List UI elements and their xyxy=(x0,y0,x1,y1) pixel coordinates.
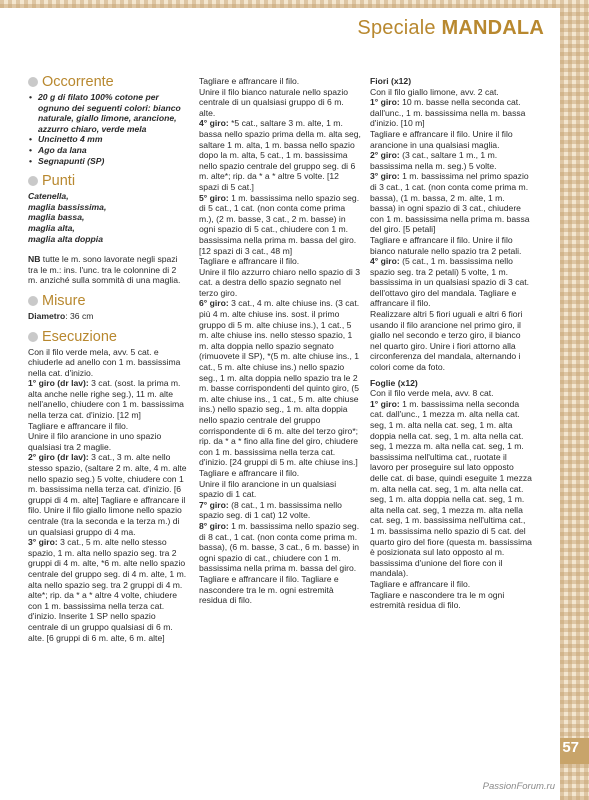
instruction-paragraph xyxy=(370,97,532,129)
round-label: 8° giro: xyxy=(199,520,229,531)
instruction-text: *5 cat., saltare 3 m. alte, 1 m. bassa nello spazio prima della m. alta seg, saltare 1 m. alta, 1 m. bassa nello spazio dopo la m. alta, 5 cat., 1 m. bassissima nello spazio centrale del gruppo seg. di 6 m. alte*; rip. da * a * altre 5 volte. [12 spazi di 5 cat.] xyxy=(199,118,361,192)
material-item: • Segnapunti (SP) xyxy=(35,156,188,167)
section-title: Punti xyxy=(42,173,76,190)
title-speciale: Speciale xyxy=(357,17,436,39)
stitch-item: maglia alta, xyxy=(28,222,75,233)
instruction-text: 3 cat., 3 m. alte nello stesso spazio, (saltare 2 m. alte, 4 m. alte nello spazio seg.) 5 volte, chiudere con 1 m. bassissima nella terza cat. d'inizio. [6 gruppi di 4 m. alte] Tagliare e affrancare il filo. Unire il filo giallo limone nello spazio centrale (tra la seconda e la terza m.) di un qualsiasi gruppo di 4 ma. xyxy=(28,452,187,537)
round-label: 4° giro: xyxy=(370,256,400,267)
instruction-paragraph xyxy=(28,452,188,537)
instruction-text: 1 m. bassissima nel primo spazio di 3 cat., 1 cat. (non conta come prima m. bassa), (1 m. bassa, 2 m. alte, 1 m. bassa) in ogni spazio di 3 cat., chiudere con 1 m. bassissima nella prima m. bassa del giro. [5 petali] xyxy=(370,171,530,235)
round-label: 2° giro (dr lav): xyxy=(28,452,89,463)
section-punti xyxy=(28,173,188,189)
instruction-paragraph xyxy=(199,298,361,468)
nb-note: NB tutte le m. sono lavorate negli spazi tra le m.: ins. l'unc. tra le colonnine di 2 m. anziché sulla sommità di una maglia. xyxy=(28,254,181,286)
instruction-text: Tagliare e affrancare il filo. xyxy=(199,76,300,86)
instruction-text: Tagliare e affrancare il filo. Unire il filo arancione in una qualsiasi maglia. xyxy=(370,128,513,150)
round-label: 5° giro: xyxy=(199,192,229,203)
instructions-part-1 xyxy=(28,347,188,644)
instruction-paragraph xyxy=(28,347,188,379)
column-2 xyxy=(199,76,361,606)
instruction-paragraph xyxy=(370,129,532,150)
bullet-dot-icon xyxy=(28,296,38,306)
instruction-text: Unire il filo arancione in un qualsiasi spazio di 1 cat. xyxy=(199,478,337,500)
subtitle-foglie: Foglie (x12) xyxy=(370,377,418,388)
instructions-leaves xyxy=(370,388,532,610)
stitch-item: Catenella, xyxy=(28,191,69,202)
column-3 xyxy=(370,76,532,611)
instruction-paragraph xyxy=(370,87,532,98)
instruction-text: Realizzare altri 5 fiori uguali e altri 6 fiori usando il filo arancione nel primo giro, il giallo nel secondo e terzo giro, il bianco nel quarto giro. Unire i fiori attorno alla circonferenza del mandala, alternando i colori come da foto. xyxy=(370,309,523,373)
instruction-paragraph xyxy=(199,574,361,606)
instruction-text: Con il filo verde mela, avv. 8 cat. xyxy=(370,388,494,399)
material-item: • Uncinetto 4 mm xyxy=(35,134,188,145)
instruction-text: 3 cat. (sost. la prima m. alta anche nelle righe seg.), 11 m. alte nell'anello, chiudere con 1 m. bassissima nella terza cat. d'inizio. [12 m] xyxy=(28,378,184,421)
round-label: 6° giro: xyxy=(199,298,229,309)
instruction-text: 1 m. bassissima nella seconda cat. dall'unc., 1 mezza m. alta nella cat. seg, 1 m. alta nella cat. seg, 1 m. alta doppia nella cat. seg, 1 m. alta nella cat. seg, 1 mezza m. alta nella cat. seg, 1 m. bassissima nell'ultima cat., ruotate il lavoro per proseguire sul lato opposto delle cat. di base, quindi eseguite 1 mezza m. alta nella cat. seg, 1 m. alta nella cat. seg, 1 m. alta doppia nella cat. seg, 1 m. alta nella cat. seg, 1 mezza m. alta nella cat. seg, 1 m. bassissima nell'ultima cat., 1 m. bassissima nello spazio di 5 cat. del quarto giro del fiore (questa m. bassissima è posizionata sul lato opposto al m. bassissima d'unione del fiore con il mandala). xyxy=(370,398,532,579)
gingham-top-border xyxy=(0,0,589,8)
measure-diameter: Diametro: 36 cm xyxy=(28,310,94,321)
instruction-text: Tagliare e affrancare il filo. Unire il filo bianco naturale nello spazio tra 2 petali. xyxy=(370,234,522,256)
instruction-paragraph xyxy=(199,267,361,299)
instruction-text: (5 cat., 1 m. bassissima nello spazio seg. tra 2 petali) 5 volte, 1 m. bassissima in un qualsiasi spazio di 3 cat. dell'ottavo giro del mandala. Tagliare e affrancare il filo. xyxy=(370,256,530,309)
instruction-paragraph xyxy=(370,309,532,373)
instruction-paragraph xyxy=(199,256,361,267)
instructions-part-2 xyxy=(199,76,361,606)
round-label: 1° giro: xyxy=(370,97,400,108)
instruction-paragraph xyxy=(199,500,361,521)
stitches-list xyxy=(28,191,188,244)
instruction-paragraph xyxy=(28,537,188,643)
instruction-paragraph xyxy=(370,590,532,611)
instructions-flowers xyxy=(370,87,532,373)
instruction-text: (3 cat., saltare 1 m., 1 m. bassissima nella m. seg.) 5 volte. xyxy=(370,150,498,171)
material-item: • Ago da lana xyxy=(35,145,188,156)
round-label: 4° giro: xyxy=(199,118,229,129)
instruction-paragraph xyxy=(199,468,361,479)
section-title: Esecuzione xyxy=(42,328,117,345)
round-label: 3° giro: xyxy=(28,537,58,548)
bullet-dot-icon xyxy=(28,77,38,87)
instruction-paragraph xyxy=(370,235,532,256)
watermark: PassionForum.ru xyxy=(482,781,555,792)
instruction-paragraph xyxy=(199,87,361,119)
instruction-text: Tagliare e affrancare il filo. xyxy=(28,420,129,431)
section-title: Occorrente xyxy=(42,74,114,90)
instruction-text: 3 cat., 5 m. alte nello stesso spazio, 1 m. alta nello spazio seg. tra 2 gruppi di 4 m. alte, *6 m. alte nello spazio centrale del gruppo seg. di 4 m. alte, 1 m. alta nello spazio seg. tra 2 gruppi di 4 m. alte*; rip. da * a * altre 4 volte, chiudere con 1 m. bassissima nella terza cat. d'inizio. Inserite 1 SP nello spazio centrale di un gruppo qualsiasi di 6 m. alte. [6 gruppi di 6 m. alte, 6 m. alte] xyxy=(28,537,187,643)
instruction-paragraph xyxy=(370,256,532,309)
stitch-item: maglia bassa, xyxy=(28,212,85,223)
instruction-paragraph xyxy=(370,579,532,590)
round-label: 2° giro: xyxy=(370,150,400,161)
instruction-paragraph xyxy=(199,193,361,257)
instruction-text: Unire il filo arancione in uno spazio qualsiasi tra 2 maglie. xyxy=(28,431,162,452)
instruction-text: Tagliare e affrancare il filo. xyxy=(370,578,471,589)
instruction-paragraph xyxy=(199,118,361,192)
instruction-paragraph xyxy=(28,421,188,432)
instruction-text: 10 m. basse nella seconda cat. dall'unc., 1 m. bassissima nella m. bassa d'inizio. [10 m] xyxy=(370,97,526,129)
bullet-dot-icon xyxy=(28,332,38,342)
instruction-paragraph xyxy=(370,150,532,171)
round-label: 1° giro: xyxy=(370,398,400,409)
instruction-paragraph xyxy=(28,378,188,420)
bullet-dot-icon xyxy=(28,176,38,186)
instruction-text: Con il filo verde mela, avv. 5 cat. e chiuderle ad anello con 1 m. bassissima nella cat. d'inizio. xyxy=(28,346,181,378)
instruction-text: 1 m. bassissima nello spazio seg. di 8 cat., 1 cat. (non conta come prima m. bassa), (6 m. basse, 3 cat., 6 m. basse) in ogni spazio di cat., chiudere con 1 m. bassissima nella prima m. bassa del giro. xyxy=(199,520,360,574)
section-occorrente xyxy=(28,74,188,90)
section-misure xyxy=(28,293,188,309)
page-number: 57 xyxy=(562,739,579,756)
instruction-paragraph xyxy=(28,431,188,452)
instruction-text: 1 m. bassissima nello spazio seg. di 5 cat., 1 cat. (non conta come prima m.), (2 m. basse, 3 cat., 2 m. basse) in ogni spazio di 5 cat., chiudere con 1 m. bassissima nella prima m. bassa del giro. [12 spazi di 3 cat., 48 m] xyxy=(199,192,360,256)
instruction-text: Tagliare e affrancare il filo. xyxy=(199,256,300,267)
instruction-paragraph xyxy=(199,76,361,87)
column-1 xyxy=(28,72,188,643)
materials-list xyxy=(28,92,188,166)
instruction-text: Tagliare e nascondere tra le m ogni estremità residua di filo. xyxy=(370,589,505,611)
instruction-paragraph xyxy=(370,388,532,399)
section-title: Misure xyxy=(42,292,86,309)
round-label: 3° giro: xyxy=(370,171,400,182)
instruction-text: 3 cat., 4 m. alte chiuse ins. (3 cat. più 4 m. alte chiuse ins. sost. il primo gruppo di 5 m. alte chiuse ins.), 1 cat., 5 m. alte chiuse ins. nello stesso spazio, 1 m. alta doppia nello spazio segnato (rimuovete il SP), *(5 m. alte chiuse ins., 1 cat., 5 m. alte chiuse ins.) nello spazio seg., 1 m. alta doppia nello spazio tra le 2 m. basse corrispondenti del quinto giro, (5 m. alte chiuse ins., 1 cat., 5 m. alte chiuse ins.) nello spazio seg., 1 m. alta doppia nello spazio centrale del gruppo corrispondente di 6 m. alte del terzo giro*; rip. da * a * fino alla fine del giro, chiudere con 1 m. bassissima nella terza cat. d'inizio. [24 gruppi di 5 m. alte chiuse ins.] xyxy=(199,298,360,468)
round-label: 7° giro: xyxy=(199,499,229,510)
round-label: 1° giro (dr lav): xyxy=(28,378,89,389)
gingham-side-border xyxy=(560,0,589,800)
title-mandala: MANDALA xyxy=(441,17,544,39)
instruction-paragraph xyxy=(370,171,532,235)
instruction-text: Unire il filo azzurro chiaro nello spazio di 3 cat. a destra dello spazio segnato nel terzo giro. xyxy=(199,266,360,298)
instruction-paragraph xyxy=(370,399,532,579)
section-esecuzione xyxy=(28,329,188,345)
material-item: • 20 g di filato 100% cotone per ognuno dei seguenti colori: bianco naturale, giallo limone, arancione, azzurro chiaro, verde mela xyxy=(35,92,188,134)
page-title xyxy=(357,17,544,40)
instruction-paragraph xyxy=(199,521,361,574)
instruction-paragraph xyxy=(199,479,361,500)
instruction-text: Tagliare e affrancare il filo. xyxy=(199,467,300,478)
stitch-item: maglia alta doppia xyxy=(28,233,103,244)
instruction-text: (8 cat., 1 m. bassissima nello spazio seg. di 1 cat) 12 volte. xyxy=(199,499,342,521)
subtitle-fiori: Fiori (x12) xyxy=(370,76,412,86)
instruction-text: Unire il filo bianco naturale nello spazio centrale di un qualsiasi gruppo di 6 m. alte. xyxy=(199,86,349,118)
instruction-text: Tagliare e affrancare il filo. Tagliare e nascondere tra le m. ogni estremità residua di filo. xyxy=(199,573,339,606)
instruction-text: Con il filo giallo limone, avv. 2 cat. xyxy=(370,86,499,97)
stitch-item: maglia bassissima, xyxy=(28,201,107,212)
